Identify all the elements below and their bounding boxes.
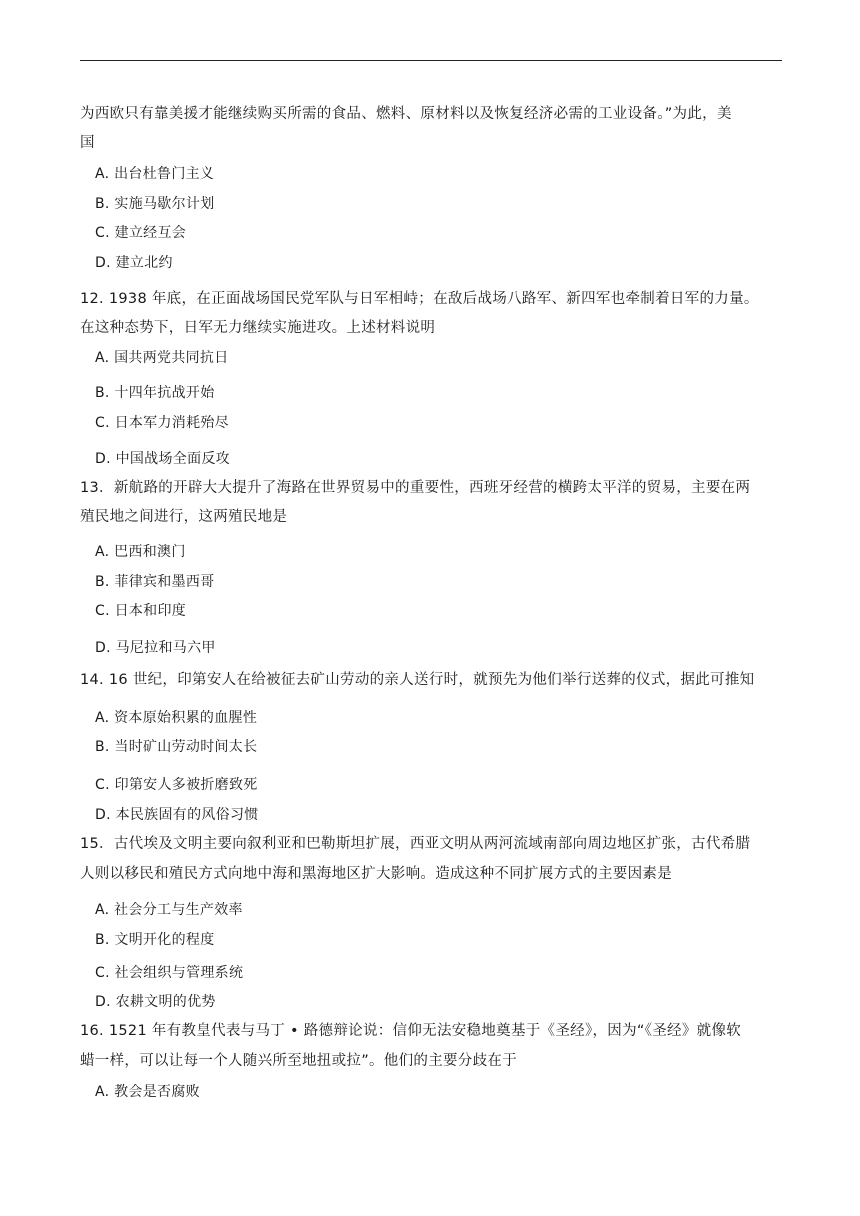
question-11-text-line-1: 为西欧只有靠美援才能继续购买所需的食品、燃料、原材料以及恢复经济必需的工业设备。”为此，美 [80,106,732,122]
question-12-option-b: B. 十四年抗战开始 [95,385,215,401]
question-12-text-line-2: 在这种态势下，日军无力继续实施进攻。上述材料说明 [80,320,436,336]
question-13-option-a: A. 巴西和澳门 [95,544,186,560]
question-14-option-a: A. 资本原始积累的血腥性 [95,710,258,726]
question-13-text-line-2: 殖民地之间进行，这两殖民地是 [80,509,288,525]
question-13-option-b: B. 菲律宾和墨西哥 [95,574,215,590]
question-13-text-line-1: 13．新航路的开辟大大提升了海路在世界贸易中的重要性，西班牙经营的横跨太平洋的贸易，主要在两 [80,480,751,496]
question-12-text-line-1: 12. 1938 年底，在正面战场国民党军队与日军相峙；在敌后战场八路军、新四军也牵制着日军的力量。 [80,291,759,307]
question-15-option-d: D. 农耕文明的优势 [95,994,216,1010]
header-rule [80,60,782,61]
question-11-option-d: D. 建立北约 [95,255,173,271]
question-16-text-line-1: 16. 1521 年有教皇代表与马丁 • 路德辩论说：信仰无法安稳地奠基于《圣经》，因为“《圣经》就像软 [80,1023,742,1039]
question-12-option-d: D. 中国战场全面反攻 [95,451,230,467]
question-14-option-b: B. 当时矿山劳动时间太长 [95,739,258,755]
question-15-option-b: B. 文明开化的程度 [95,932,215,948]
question-11-text-line-2: 国 [80,135,95,151]
question-14-option-c: C. 印第安人多被折磨致死 [95,777,258,793]
question-11-option-a: A. 出台杜鲁门主义 [95,166,215,182]
question-15-option-a: A. 社会分工与生产效率 [95,902,243,918]
question-14-text-line-1: 14. 16 世纪，印第安人在给被征去矿山劳动的亲人送行时，就预先为他们举行送葬的仪式，据此可推知 [80,672,755,688]
question-13-option-d: D. 马尼拉和马六甲 [95,640,216,656]
question-15-text-line-2: 人则以移民和殖民方式向地中海和黑海地区扩大影响。造成这种不同扩展方式的主要因素是 [80,866,672,882]
question-16-text-line-2: 蜡一样，可以让每一个人随兴所至地扭或拉”。他们的主要分歧在于 [80,1053,518,1069]
question-14-option-d: D. 本民族固有的风俗习惯 [95,807,259,823]
question-13-option-c: C. 日本和印度 [95,603,187,619]
question-12-option-a: A. 国共两党共同抗日 [95,350,229,366]
question-11-option-c: C. 建立经互会 [95,225,187,241]
question-12-option-c: C. 日本军力消耗殆尽 [95,415,229,431]
question-15-text-line-1: 15．古代埃及文明主要向叙利亚和巴勒斯坦扩展，西亚文明从两河流域南部向周边地区扩张，古代希腊 [80,836,751,852]
question-16-option-a: A. 教会是否腐败 [95,1084,200,1100]
question-15-option-c: C. 社会组织与管理系统 [95,965,244,981]
question-11-option-b: B. 实施马歇尔计划 [95,196,215,212]
